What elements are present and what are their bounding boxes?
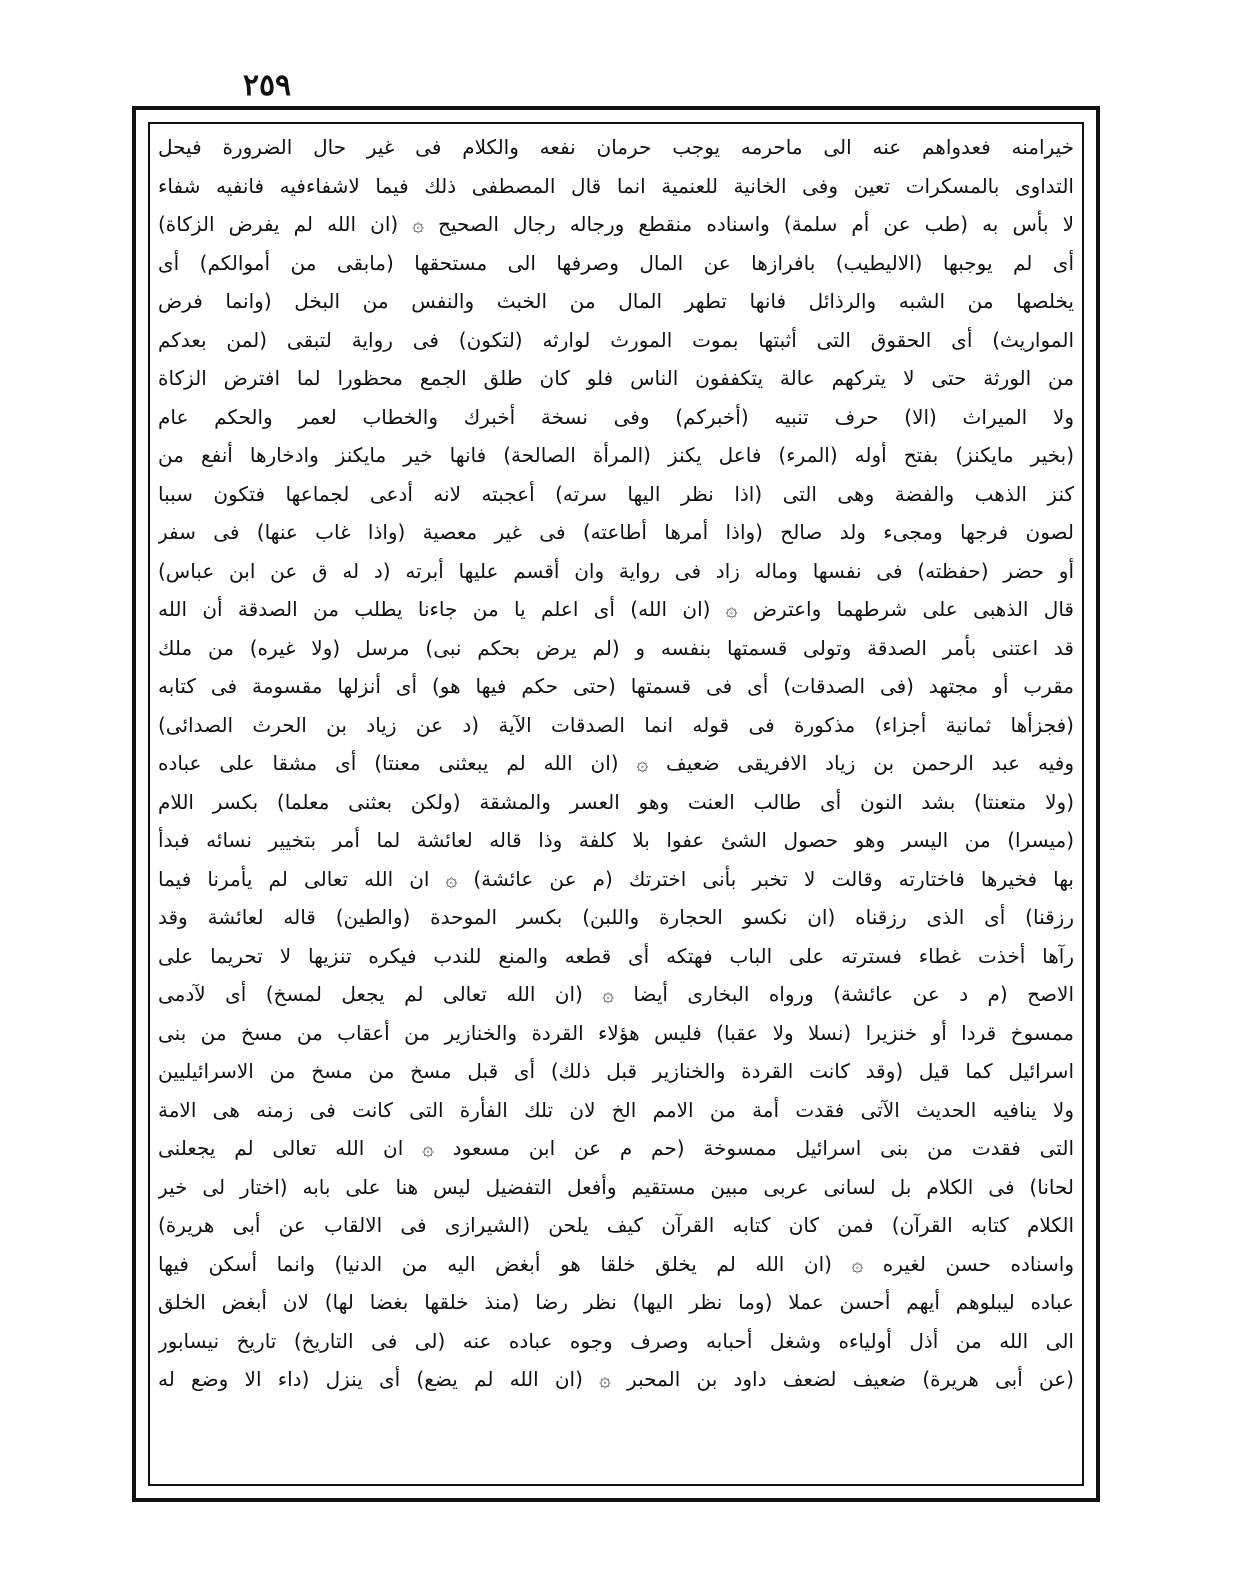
text-line: التى فقدت من بنى اسرائيل ممسوخة (حم م عن ابن مسعود ۞ ان الله تعالى لم يجعلنى	[158, 1136, 1074, 1160]
text-line: بها فخيرها فاختارته وقالت لا تخبر بأنى اخترتك (م عن عائشة) ۞ ان الله تعالى لم يأمرنا فيما	[158, 866, 1074, 891]
text-line: رزقنا) أى الذى رزقناه (ان نكسو الحجارة واللبن) بكسر الموحدة (والطين) قاله لعائشة وقد	[158, 905, 1074, 929]
text-line: (فجزأها ثمانية أجزاء) مذكورة فى قوله انما الصدقات الآية (د عن زياد بن الحرث الصدائى)	[158, 712, 1074, 737]
text-line: رآها أخذت غطاء فسترته على الباب فهتكه أى قطعه والمنع للندب فيكره تنزيها لا تحريما على	[158, 943, 1074, 968]
text-line: مقرب أو مجتهد (فى الصدقات) أى فى قسمتها (حتى حكم فيها هو) أى أنزلها مقسومة فى كتابه	[158, 674, 1074, 698]
text-line: ولا ينافيه الحديث الآتى فقدت أمة من الامم الخ لان تلك الفأرة التى كانت فى زمنه هى الامة	[158, 1097, 1074, 1122]
text-line: كنز الذهب والفضة وهى التى (اذا نظر اليها سرته) أعجبته لانه أدعى لجماعها فتكون سببا	[158, 481, 1074, 506]
text-line: عباده ليبلوهم أيهم أحسن عملا (وما نظر اليها) نظر رضا (منذ خلقها بغضا لها) لان أبغض الخلق	[158, 1290, 1074, 1314]
text-line: قال الذهبى على شرطهما واعترض ۞ (ان الله) أى اعلم يا من جاءنا يطلب من الصدقة أن الله	[158, 597, 1074, 621]
text-line: التداوى بالمسكرات تعين وفى الخانية للعنمية انما قال المصطفى ذلك فيما لاشفاءفيه فانفيه شفاء	[158, 173, 1074, 198]
text-line: لا بأس به (طب عن أم سلمة) واسناده منقطع ورجاله رجال الصحيح ۞ (ان الله لم يفرض الزكاة)	[158, 212, 1074, 236]
text-line: أو حضر (حفظته) فى نفسها وماله زاد فى رواية وان أقسم عليها أبرته (د له ق عن ابن عباس)	[158, 558, 1074, 583]
text-line: (ولا متعنتا) بشد النون أى طالب العنت وهو العسر والمشقة (ولكن بعثنى معلما) بكسر اللام	[158, 789, 1074, 814]
text-line: الى الله من أذل أولياءه وشغل أحبابه وصرف وجوه عباده عنه (لى فى التاريخ) تاريخ نيسابور	[158, 1328, 1074, 1353]
text-line: يخلصها من الشبه والرذائل فانها تطهر المال من الخبث والنفس من البخل (وانما فرض	[158, 289, 1074, 313]
text-line: لصون فرجها ومجىء ولد صالح (واذا أمرها أطاعته) فى غير معصية (واذا غاب عنها) فى سفر	[158, 520, 1074, 544]
text-line: لحانا) فى الكلام بل لسانى عربى مبين مستقيم وأفعل التفضيل ليس هنا على بابه (اختار لى خير	[158, 1174, 1074, 1199]
text-line: الاصح (م د عن عائشة) ورواه البخارى أيضا ۞ (ان الله تعالى لم يجعل لمسخ) أى لآدمى	[158, 982, 1074, 1006]
text-line: خيرامنه فعدواهم عنه الى ماحرمه يوجب حرمان نفعه والكلام فى غير حال الضرورة فيحل	[158, 135, 1074, 159]
text-line: (ميسرا) من اليسر وهو حصول الشئ عفوا بلا كلفة وذا قاله لعائشة لما أمر بتخيير نسائه فبدأ	[158, 828, 1074, 852]
page-number: ٢٥٩	[242, 68, 292, 103]
text-line: الكلام كتابه القرآن) فمن كان كتابه القرآن كيف يلحن (الشيرازى فى الالقاب عن أبى هريرة)	[158, 1213, 1074, 1237]
text-line: واسناده حسن لغيره ۞ (ان الله لم يخلق خلقا هو أبغض اليه من الدنيا) وانما أسكن فيها	[158, 1251, 1074, 1276]
text-line: المواريث) أى الحقوق التى أثبتها بموت المورث لوارثه (لتكون) فى رواية لتبقى (لمن بعدكم	[158, 327, 1074, 352]
text-line: ممسوخ قردا أو خنزيرا (نسلا ولا عقبا) فليس هؤلاء القردة والخنازير من أعقاب من مسخ من بنى	[158, 1020, 1074, 1045]
page-text-body	[158, 128, 1074, 1478]
text-line: أى لم يوجبها (الاليطيب) بافرازها عن المال وصرفها الى مستحقها (مابقى من أموالكم) أى	[158, 250, 1074, 275]
text-line: اسرائيل كما قيل (وقد كانت القردة والخنازير قبل ذلك) أى قبل مسخ من مسخ من الاسرائيليين	[158, 1059, 1074, 1083]
text-line: (بخير مايكنز) بفتح أوله (المرء) فاعل يكنز (المرأة الصالحة) فانها خير مايكنز وادخارها أنفع من	[158, 443, 1074, 467]
text-line: من الورثة حتى لا يتركهم عالة يتكففون الناس فلو كان طلق الجمع محظورا لما افترض الزكاة	[158, 366, 1074, 390]
text-line: (عن أبى هريرة) ضعيف لضعف داود بن المحبر ۞ (ان الله لم يضع) أى ينزل (داء الا وضع له	[158, 1367, 1074, 1391]
text-line: قد اعتنى بأمر الصدقة وتولى قسمتها بنفسه و (لم يرض بحكم نبى) مرسل (ولا غيره) من ملك	[158, 635, 1074, 660]
text-line: وفيه عبد الرحمن بن زياد الافريقى ضعيف ۞ (ان الله لم يبعثنى معنتا) أى مشقا على عباده	[158, 751, 1074, 775]
text-line: ولا الميراث (الا) حرف تنبيه (أخبركم) وفى نسخة أخبرك والخطاب لعمر والحكم عام	[158, 404, 1074, 429]
